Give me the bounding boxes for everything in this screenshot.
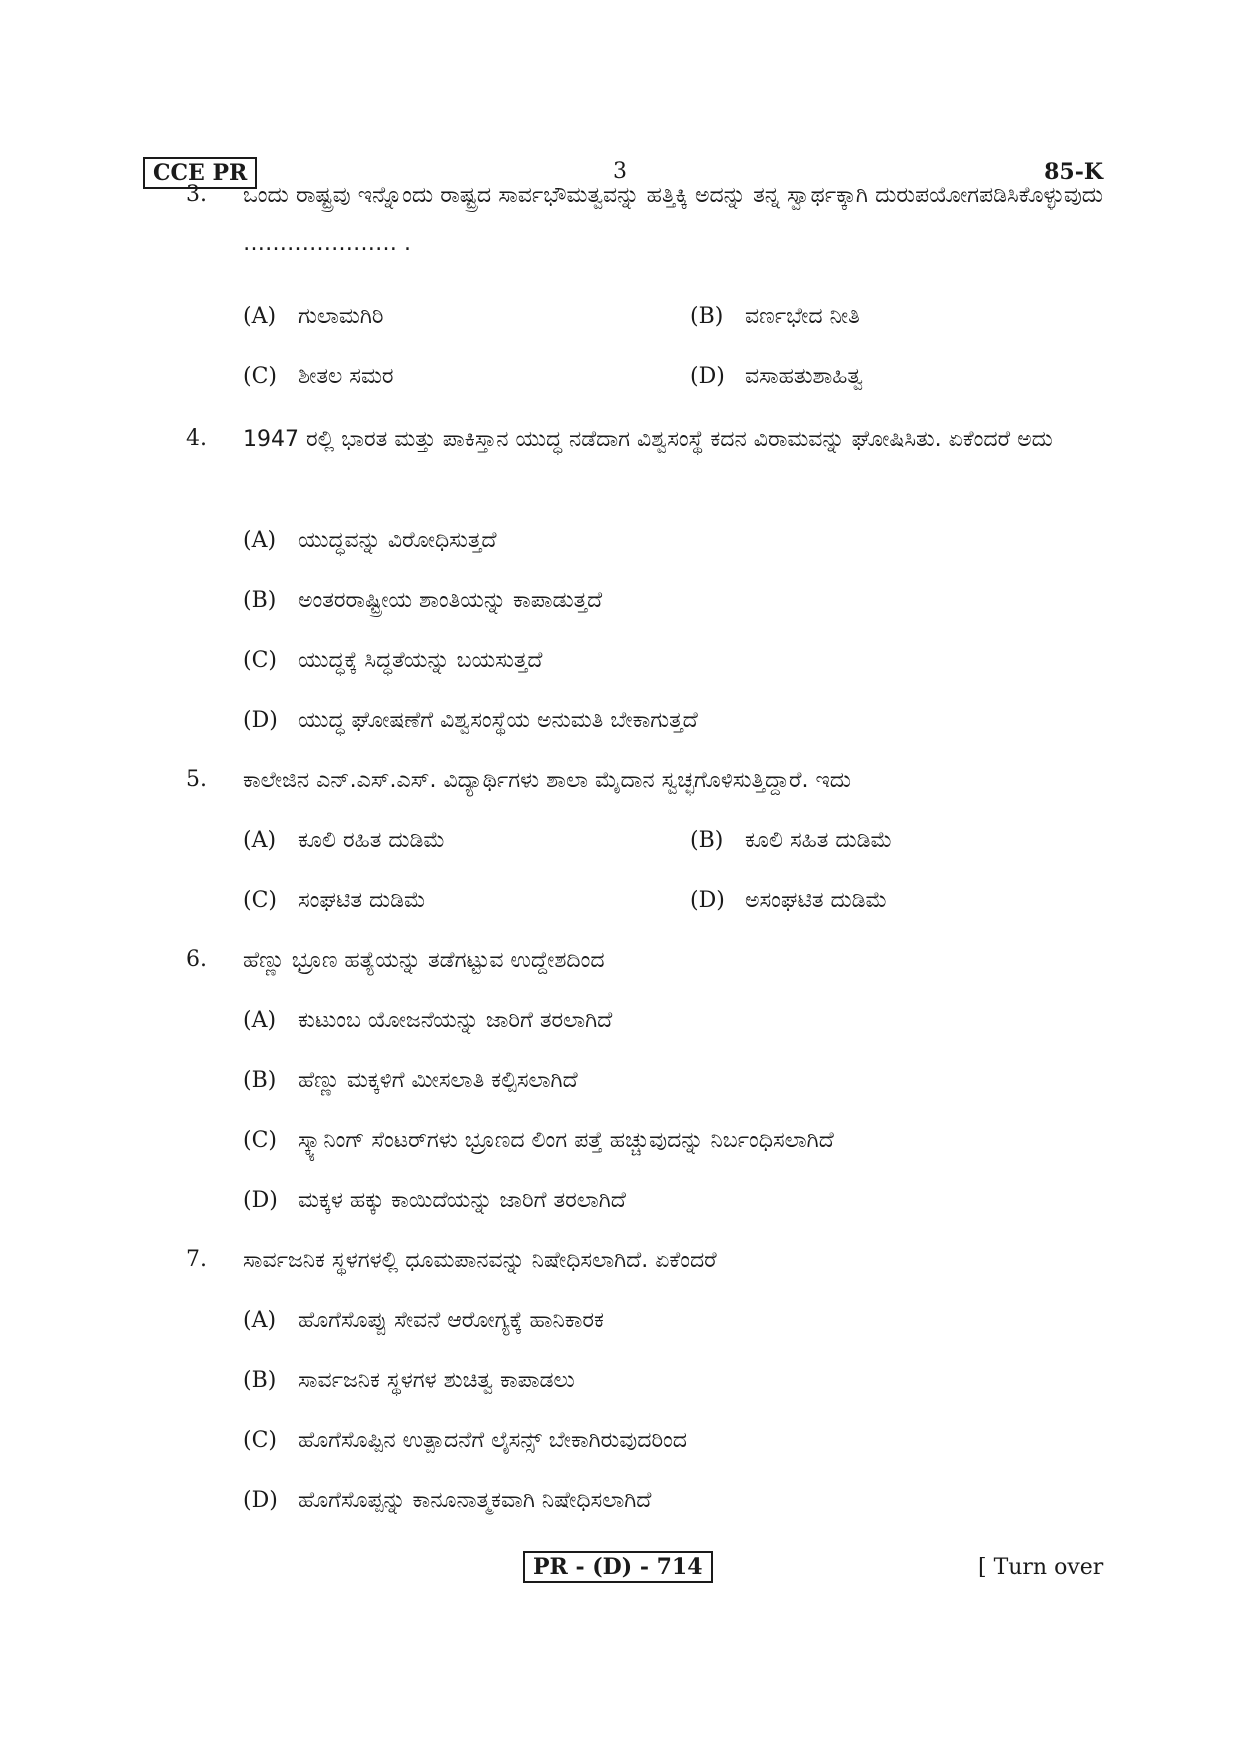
page-number: 3 (613, 159, 627, 184)
question-number: 5. (186, 767, 207, 792)
paper-code: 85-K (1044, 159, 1103, 185)
option-a: (A) ಕೂಲಿ ರಹಿತ ದುಡಿಮೆ (243, 828, 446, 853)
option-d: (D) ಹೊಗೆಸೊಪ್ಪನ್ನು ಕಾನೂನಾತ್ಮಕವಾಗಿ ನಿಷೇಧಿಸಲಾಗಿದೆ (243, 1488, 652, 1513)
option-b: (B) ವರ್ಣಭೇದ ನೀತಿ (690, 304, 860, 329)
option-a: (A) ಕುಟುಂಬ ಯೋಜನೆಯನ್ನು ಜಾರಿಗೆ ತರಲಾಗಿದೆ (243, 1008, 613, 1033)
option-d: (D) ವಸಾಹತುಶಾಹಿತ್ವ (690, 364, 864, 389)
option-d: (D) ಯುದ್ಧ ಘೋಷಣೆಗೆ ವಿಶ್ವಸಂಸ್ಥೆಯ ಅನುಮತಿ ಬೇಕಾಗುತ್ತದೆ (243, 708, 698, 733)
option-b: (B) ಸಾರ್ವಜನಿಕ ಸ್ಥಳಗಳ ಶುಚಿತ್ವ ಕಾಪಾಡಲು (243, 1368, 575, 1393)
question-number: 3. (186, 182, 207, 207)
question-text: ಸಾರ್ವಜನಿಕ ಸ್ಥಳಗಳಲ್ಲಿ ಧೂಮಪಾನವನ್ನು ನಿಷೇಧಿಸಲಾಗಿದೆ. ಏಕೆಂದರೆ (243, 1248, 717, 1273)
question-text: ಹೆಣ್ಣು ಭ್ರೂಣ ಹತ್ಯೆಯನ್ನು ತಡೆಗಟ್ಟುವ ಉದ್ದೇಶದಿಂದ (243, 948, 605, 973)
option-c: (C) ಯುದ್ಧಕ್ಕೆ ಸಿದ್ಧತೆಯನ್ನು ಬಯಸುತ್ತದೆ (243, 648, 543, 673)
option-a: (A) ಯುದ್ಧವನ್ನು ವಿರೋಧಿಸುತ್ತದೆ (243, 528, 497, 553)
exam-type-box: CCE PR (143, 157, 257, 189)
option-d: (D) ಅಸಂಘಟಿತ ದುಡಿಮೆ (690, 888, 888, 913)
option-b: (B) ಅಂತರರಾಷ್ಟ್ರೀಯ ಶಾಂತಿಯನ್ನು ಕಾಪಾಡುತ್ತದೆ (243, 588, 603, 613)
question-number: 6. (186, 947, 207, 972)
question-number: 7. (186, 1247, 207, 1272)
paper-code-box: PR - (D) - 714 (523, 1551, 713, 1583)
question-text: 1947 ರಲ್ಲಿ ಭಾರತ ಮತ್ತು ಪಾಕಿಸ್ತಾನ ಯುದ್ಧ ನಡೆದಾಗ ವಿಶ್ವಸಂಸ್ಥೆ ಕದನ ವಿರಾಮವನ್ನು ಘೋಷಿಸಿತು. ಏಕೆಂದರೆ ಅದು (243, 427, 1053, 452)
option-a: (A) ಹೊಗೆಸೊಪ್ಪು ಸೇವನೆ ಆರೋಗ್ಯಕ್ಕೆ ಹಾನಿಕಾರಕ (243, 1308, 604, 1333)
option-c: (C) ಸಂಘಟಿತ ದುಡಿಮೆ (243, 888, 426, 913)
question-text: ಕಾಲೇಜಿನ ಎನ್.ಎಸ್.ಎಸ್. ವಿದ್ಯಾರ್ಥಿಗಳು ಶಾಲಾ ಮೈದಾನ ಸ್ವಚ್ಛಗೊಳಿಸುತ್ತಿದ್ದಾರೆ. ಇದು (243, 768, 852, 793)
option-b: (B) ಕೂಲಿ ಸಹಿತ ದುಡಿಮೆ (690, 828, 893, 853)
option-c: (C) ಸ್ಕ್ಯಾನಿಂಗ್ ಸೆಂಟರ್‌ಗಳು ಭ್ರೂಣದ ಲಿಂಗ ಪತ್ತೆ ಹಚ್ಚುವುದನ್ನು ನಿರ್ಬಂಧಿಸಲಾಗಿದೆ (243, 1128, 834, 1153)
option-a: (A) ಗುಲಾಮಗಿರಿ (243, 304, 384, 329)
turn-over-note: [ Turn over (978, 1555, 1104, 1580)
option-b: (B) ಹೆಣ್ಣು ಮಕ್ಕಳಿಗೆ ಮೀಸಲಾತಿ ಕಲ್ಪಿಸಲಾಗಿದೆ (243, 1068, 578, 1093)
option-c: (C) ಶೀತಲ ಸಮರ (243, 364, 394, 389)
option-c: (C) ಹೊಗೆಸೊಪ್ಪಿನ ಉತ್ಪಾದನೆಗೆ ಲೈಸನ್ಸ್ ಬೇಕಾಗಿರುವುದರಿಂದ (243, 1428, 688, 1453)
question-text: ಒಂದು ರಾಷ್ಟ್ರವು ಇನ್ನೊಂದು ರಾಷ್ಟ್ರದ ಸಾರ್ವಭೌಮತ್ವವನ್ನು ಹತ್ತಿಕ್ಕಿ ಅದನ್ನು ತನ್ನ ಸ್ವಾರ್ಥಕ್ಕಾಗಿ ದುರುಪಯೋಗಪಡಿಸಿಕೊಳ್ಳುವುದು ………………… . (243, 183, 1103, 256)
option-d: (D) ಮಕ್ಕಳ ಹಕ್ಕು ಕಾಯಿದೆಯನ್ನು ಜಾರಿಗೆ ತರಲಾಗಿದೆ (243, 1188, 626, 1213)
question-number: 4. (186, 426, 207, 451)
